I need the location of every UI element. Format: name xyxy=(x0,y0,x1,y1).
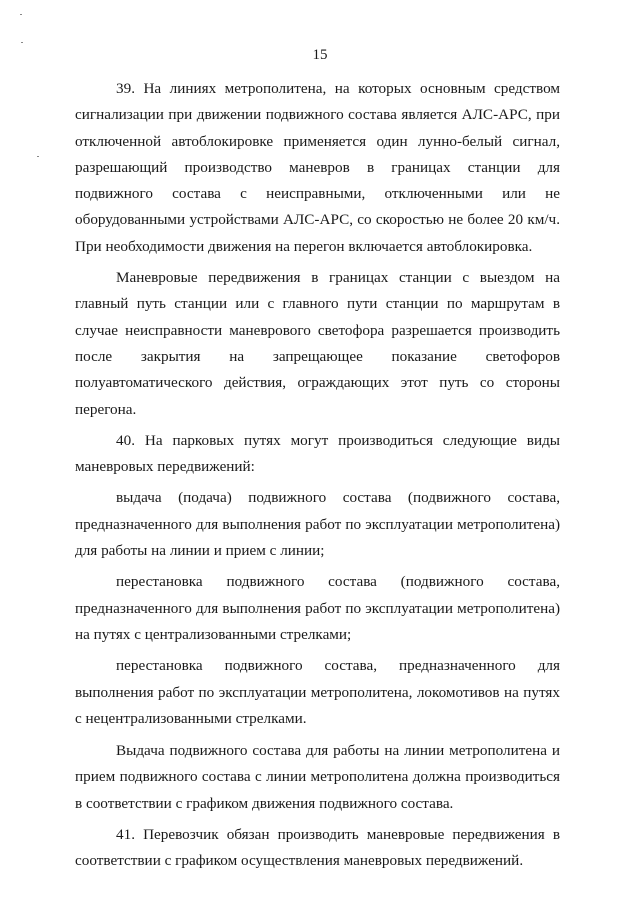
scan-speck xyxy=(37,156,39,157)
list-item-issue-rolling-stock: выдача (подача) подвижного состава (подвижного состава, предназначенного для выполнения работ по эксплуатации метрополитена) для работы на линии и прием с линии; xyxy=(75,489,560,560)
scan-speck xyxy=(21,42,23,43)
paragraph-40: 40. На парковых путях могут производиться следующие виды маневровых передвижений: xyxy=(75,431,560,476)
page-number: 15 xyxy=(312,47,328,63)
list-item-centralized-switches: перестановка подвижного состава (подвижного состава, предназначенного для выполнения работ по эксплуатации метрополитена) на путях с централизованными стрелками; xyxy=(75,573,560,643)
paragraph-41: 41. Перевозчик обязан производить маневровые передвижения в соответствии с графиком осуществления маневровых передвижений. xyxy=(75,826,560,870)
paragraph-39: 39. На линиях метрополитена, на которых основным средством сигнализации при движении подвижного состава является АЛС-АРС, при отключенной автоблокировке применяется один лунно-белый сигнал, разрешающий производство маневров в границах станции для подвижного состава с неисправными, отключенными или не оборудованными устройствами АЛС-АРС, со скоростью не более 20 км/ч. При необходимости движения на перегон включается автоблокировка. xyxy=(75,80,560,255)
scan-speck xyxy=(20,14,22,15)
paragraph-shunting-main-track: Маневровые передвижения в границах станции с выездом на главный путь станции или с главного пути станции по маршрутам в случае неисправности маневрового светофора разрешается производить после закрытия на запрещающее показание светофоров полуавтоматического действия, ограждающих этот путь со стороны перегона. xyxy=(75,269,560,418)
paragraph-issue-schedule: Выдача подвижного состава для работы на линии метрополитена и прием подвижного состава с линии метрополитена должна производиться в соответствии с графиком движения подвижного состава. xyxy=(75,742,560,812)
document-body xyxy=(75,76,560,875)
list-item-non-centralized-switches: перестановка подвижного состава, предназначенного для выполнения работ по эксплуатации метрополитена, локомотивов на путях с нецентрализованными стрелками. xyxy=(75,657,560,727)
